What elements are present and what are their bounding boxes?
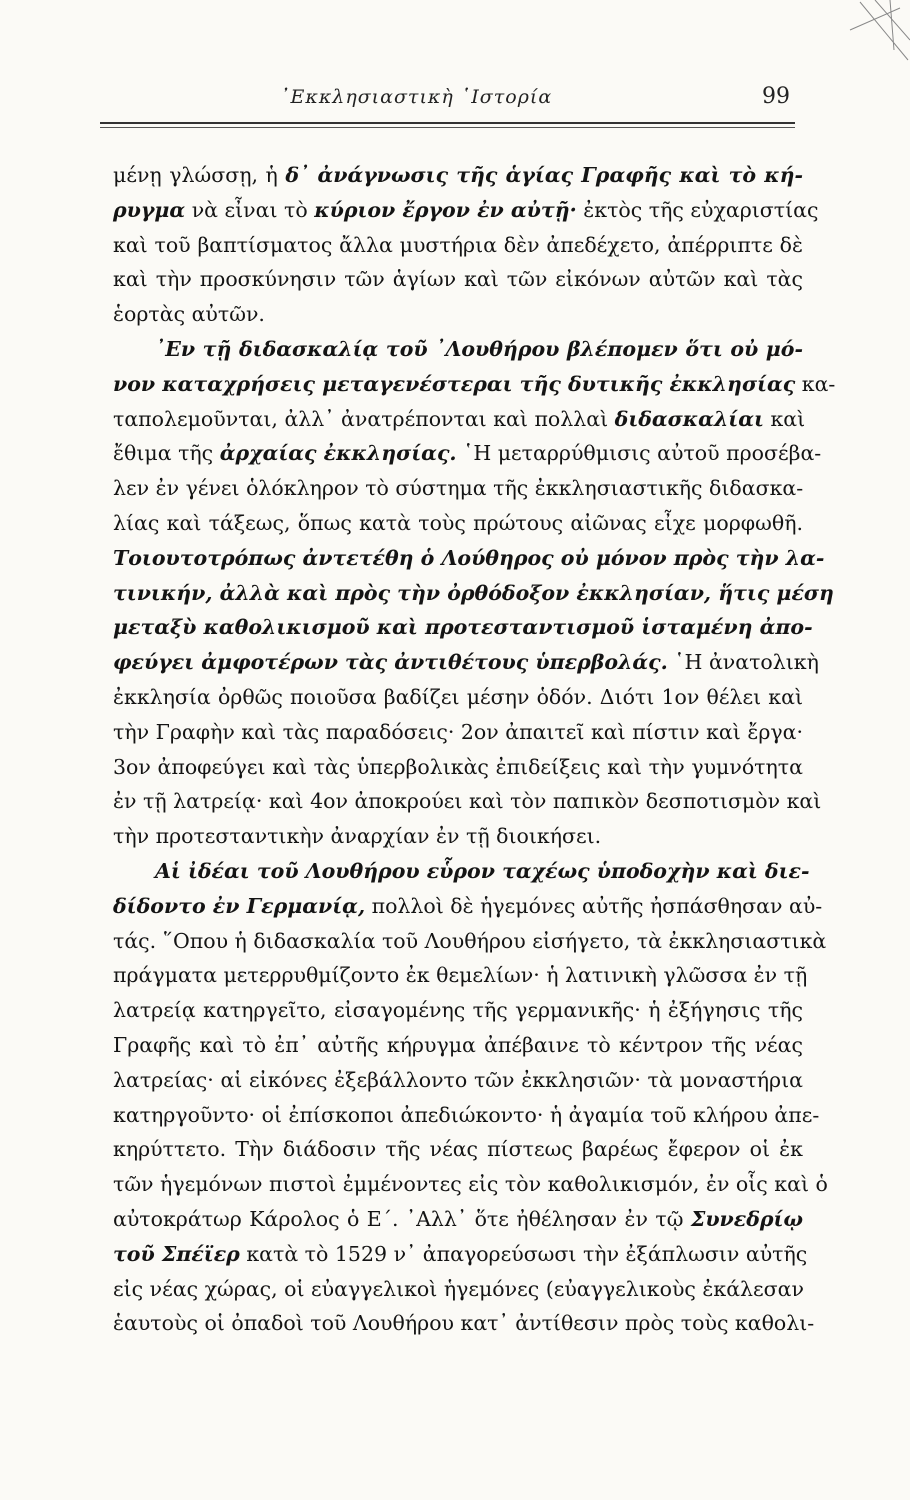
text-line: τοῦ Σπέϊερ κατὰ τὸ 1529 ν᾿ ἀπαγορεύσωσι τὴν ἐξάπλωσιν αὐτῆς: [113, 1241, 808, 1266]
text-line: καὶ τὴν προσκύνησιν τῶν ἁγίων καὶ τῶν εἰκόνων αὐτῶν καὶ τὰς: [113, 267, 803, 292]
text-line: ἑορτὰς αὐτῶν.: [113, 302, 265, 327]
text-line: πράγματα μετερρυθμίζοντο ἐκ θεμελίων· ἡ λατινικὴ γλῶσσα ἐν τῇ: [113, 963, 808, 988]
text-line: κατηργοῦντο· οἱ ἐπίσκοποι ἀπεδιώκοντο· ἡ ἀγαμία τοῦ κλήρου ἀπε-: [113, 1102, 820, 1127]
text-line: ρυγμα νὰ εἶναι τὸ κύριον ἔργον ἐν αὐτῇ· ἐκτὸς τῆς εὐχαριστίας: [113, 197, 819, 222]
text-line: ᾿Εν τῇ διδασκαλίᾳ τοῦ ᾿Λουθήρου βλέπομεν ὅτι οὐ μό-: [155, 336, 803, 361]
text-line: νον καταχρήσεις μεταγενέστεραι τῆς δυτικῆς ἐκκλησίας κα-: [113, 371, 836, 396]
text-line: λατρείᾳ κατηργεῖτο, εἰσαγομένης τῆς γερμανικῆς· ἡ ἐξήγησις τῆς: [113, 998, 803, 1023]
text-line: αὐτοκράτωρ Κάρολος ὁ Ε΄. ᾿Αλλ᾿ ὅτε ἠθέλησαν ἐν τῷ Συνεδρίῳ: [113, 1206, 803, 1231]
text-line: καὶ τοῦ βαπτίσματος ἄλλα μυστήρια δὲν ἀπεδέχετο, ἀπέρριπτε δὲ: [113, 232, 803, 257]
text-line: 3ον ἀποφεύγει καὶ τὰς ὑπερβολικὰς ἐπιδείξεις καὶ τὴν γυμνότητα: [113, 754, 803, 779]
text-line: λίας καὶ τάξεως, ὅπως κατὰ τοὺς πρώτους αἰῶνας εἶχε μορφωθῆ.: [113, 510, 803, 535]
text-line: ἑαυτοὺς οἱ ὀπαδοὶ τοῦ Λουθήρου κατ᾿ ἀντίθεσιν πρὸς τοὺς καθολι-: [113, 1311, 815, 1336]
text-line: ἔθιμα τῆς ἀρχαίας ἐκκλησίας. ῾Η μεταρρύθμισις αὐτοῦ προσέβα-: [113, 441, 822, 466]
header-rule-thin: [100, 127, 795, 128]
text-line: Τοιουτοτρόπως ἀντετέθη ὁ Λούθηρος οὐ μόνον πρὸς τὴν λα-: [113, 545, 825, 570]
text-line: ἐκκλησία ὀρθῶς ποιοῦσα βαδίζει μέσην ὁδόν. Διότι 1ον θέλει καὶ: [113, 684, 803, 709]
text-line: λατρείας· αἱ εἰκόνες ἐξεβάλλοντο τῶν ἐκκλησιῶν· τὰ μοναστήρια: [113, 1067, 803, 1092]
text-line: δίδοντο ἐν Γερμανίᾳ, πολλοὶ δὲ ἡγεμόνες αὐτῆς ἠσπάσθησαν αὐ-: [113, 893, 823, 918]
page-header: [100, 86, 790, 116]
page-corner-scratches: [830, 0, 910, 90]
text-line: μένῃ γλώσσῃ, ἡ δ᾿ ἀνάγνωσις τῆς ἁγίας Γραφῆς καὶ τὸ κή-: [113, 163, 803, 187]
body-text: [113, 158, 836, 1341]
running-title: ᾿Εκκλησιαστικὴ ῾Ιστορία: [280, 86, 553, 108]
text-line: λεν ἐν γένει ὁλόκληρον τὸ σύστημα τῆς ἐκκλησιαστικῆς διδασκα-: [113, 476, 804, 501]
text-line: ἐν τῇ λατρείᾳ· καὶ 4ον ἀποκρούει καὶ τὸν παπικὸν δεσποτισμὸν καὶ: [113, 789, 822, 814]
text-line: εἰς νέας χώρας, οἱ εὐαγγελικοὶ ἡγεμόνες (εὐαγγελικοὺς ἐκάλεσαν: [113, 1276, 804, 1301]
header-rule: [100, 122, 795, 124]
text-line: κηρύττετο. Τὴν διάδοσιν τῆς νέας πίστεως βαρέως ἔφερον οἱ ἐκ: [113, 1137, 803, 1162]
text-line: τὴν προτεσταντικὴν ἀναρχίαν ἐν τῇ διοικήσει.: [113, 824, 602, 849]
text-line: τῶν ἡγεμόνων πιστοὶ ἐμμένοντες εἰς τὸν καθολικισμόν, ἐν οἷς καὶ ὁ: [113, 1172, 828, 1197]
text-line: τὴν Γραφὴν καὶ τὰς παραδόσεις· 2ον ἀπαιτεῖ καὶ πίστιν καὶ ἔργα·: [113, 719, 803, 744]
text-line: Γραφῆς καὶ τὸ ἐπ᾿ αὐτῆς κήρυγμα ἀπέβαινε τὸ κέντρον τῆς νέας: [113, 1032, 803, 1057]
text-line: μεταξὺ καθολικισμοῦ καὶ προτεσταντισμοῦ ἱσταμένη ἀπο-: [113, 615, 813, 640]
text-line: φεύγει ἀμφοτέρων τὰς ἀντιθέτους ὑπερβολάς. ῾Η ἀνατολικὴ: [113, 650, 819, 675]
text-line: τάς. ῞Οπου ἡ διδασκαλία τοῦ Λουθήρου εἰσήγετο, τὰ ἐκκλησιαστικὰ: [113, 928, 827, 953]
text-line: τινικήν, ἀλλὰ καὶ πρὸς τὴν ὀρθόδοξον ἐκκλησίαν, ἥτις μέση: [113, 580, 834, 605]
page-number: 99: [762, 84, 790, 109]
text-line: Αἱ ἰδέαι τοῦ Λουθήρου εὗρον ταχέως ὑποδοχὴν καὶ διε-: [155, 858, 810, 883]
text-line: ταπολεμοῦνται, ἀλλ᾿ ἀνατρέπονται καὶ πολλαὶ διδασκαλίαι καὶ: [113, 406, 806, 431]
